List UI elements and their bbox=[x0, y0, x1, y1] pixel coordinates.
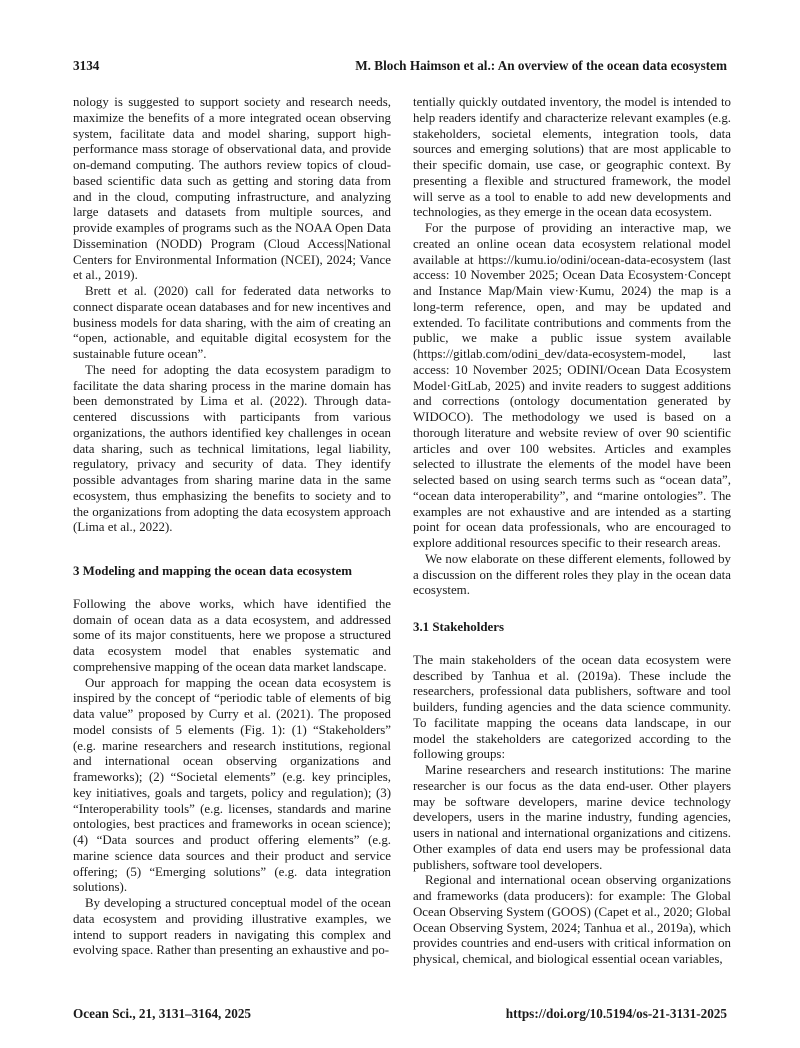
paragraph: For the purpose of providing an interactive map, we created an online ocean data ecosystem relational model available at https://kumu.io/odini/ocean-data-ecosystem (last access: 10 November 2025; Ocean Data Ecosystem·Concept and Instance Map/Main view·Kumu, 2024) the map is a long-term reference, open, and may be updated and extended. To facilitate contributions and comments from the public, we make a public issue system available (https://gitlab.com/odini_dev/data-ecosystem-model, last access: 10 November 2025; ODINI/Ocean Data Ecosystem Model·GitLab, 2025) and invite readers to suggest additions and corrections (ontology documentation generated by WIDOCO). The methodology we used is based on a thorough literature and website review of over 90 scientific articles and over 100 websites. Articles and examples selected to illustrate the elements of the model have been selected based on using search terms such as “ocean data”, “ocean data interoperability”, and “marine ontologies”. The examples are not exhaustive and are intended as a starting point for ocean data professionals, who are encouraged to explore additional resources specific to their research areas. bbox=[413, 221, 731, 550]
paragraph: We now elaborate on these different elements, followed by a discussion on the different roles they play in the ocean data ecosystem. bbox=[413, 551, 731, 598]
right-column bbox=[413, 95, 731, 968]
section-heading: 3 Modeling and mapping the ocean data ecosystem bbox=[73, 564, 352, 578]
paragraph: The need for adopting the data ecosystem paradigm to facilitate the data sharing process in the marine domain has been demonstrated by Lima et al. (2022). Through data-centered discussions with participants from various organizations, the authors identified key challenges in ocean data sharing, such as technical limitations, legal liability, regulatory, privacy and security of data. They identify possible advantages from sharing marine data in the same ecosystem, thus emphasizing the benefits to society and to the organizations from adopting the data ecosystem approach (Lima et al., 2022). bbox=[73, 362, 391, 535]
running-title: M. Bloch Haimson et al.: An overview of the ocean data ecosystem bbox=[355, 58, 727, 73]
paragraph: Regional and international ocean observing organizations and frameworks (data producers): for example: The Global Ocean Observing System (GOOS) (Capet et al., 2020; Global Ocean Observing System, 2024; Tanhua et al., 2019a), which provides countries and end-users with critical information on physical, chemical, and biological essential ocean variables, bbox=[413, 873, 731, 966]
doi-link[interactable]: https://doi.org/10.5194/os-21-3131-2025 bbox=[505, 1006, 727, 1021]
page-footer bbox=[73, 1006, 727, 1024]
paragraph: The main stakeholders of the ocean data ecosystem were described by Tanhua et al. (2019a). These include the researchers, professional data publishers, software and tool builders, funding agencies and the data science community. To facilitate mapping the oceans data landscape, in our model the stakeholders are categorized according to the following groups: bbox=[413, 652, 731, 762]
paragraph: Marine researchers and research institutions: The marine researcher is our focus as the data end-user. Other players may be software developers, marine device technology developers, users in the marine industry, funding agencies, users in national and international organizations and citizens. Other examples of data end users may be professional data publishers, software tool developers. bbox=[413, 763, 731, 872]
page-number: 3134 bbox=[73, 58, 100, 73]
paragraph: Brett et al. (2020) call for federated data networks to connect disparate ocean databases and for new incentives and business models for data sharing, with the aim of creating an “open, actionable, and equitable digital ecosystem for the sustainable future ocean”. bbox=[73, 284, 391, 361]
page-header bbox=[73, 58, 727, 76]
paragraph: Following the above works, which have identified the domain of ocean data as a data ecosystem, and addressed some of its major constituents, here we propose a structured data ecosystem model that enables systematic and comprehensive mapping of the ocean data market landscape. bbox=[73, 596, 391, 674]
paragraph: tentially quickly outdated inventory, the model is intended to help readers identify and characterize relevant examples (e.g. stakeholders, societal elements, integration tools, data sources and emerging solutions) that are most applicable to their specific domain, use case, or geographic context. By presenting a flexible and structured framework, the model will serve as a tool to enable to add new developments and technologies, as they emerge in the ocean data ecosystem. bbox=[413, 95, 731, 220]
paragraph: Our approach for mapping the ocean data ecosystem is inspired by the concept of “periodic table of elements of big data value” proposed by Curry et al. (2021). The proposed model consists of 5 elements (Fig. 1): (1) “Stakeholders” (e.g. marine researchers and research institutions, regional and international ocean observing organizations and frameworks); (2) “Societal elements” (e.g. key principles, key initiatives, goals and targets, policy and regulation); (3) “Interoperability tools” (e.g. licenses, standards and marine ontologies, best practices and frameworks in ocean science); (4) “Data sources and product offering elements” (e.g. marine science data sources and their product and service offering; (5) “Emerging solutions” (e.g. data integration solutions). bbox=[73, 675, 391, 895]
paragraph: By developing a structured conceptual model of the ocean data ecosystem and providing illustrative examples, we intend to support readers in navigating this complex and evolving space. Rather than presenting an exhaustive and po- bbox=[73, 896, 391, 958]
paragraph: nology is suggested to support society and research needs, maximize the benefits of a more integrated ocean observing system, facilitate data and model sharing, support high-performance mass storage of observational data, and provide on-demand computing. The authors review topics of cloud-based scientific data such as getting and storing data from and in the cloud, computing infrastructure, and analyzing large datasets and datasets from multiple sources, and provide examples of programs such as the NOAA Open Data Dissemination (NODD) Program (Cloud Access|National Centers for Environmental Information (NCEI), 2024; Vance et al., 2019). bbox=[73, 95, 391, 283]
subsection-heading: 3.1 Stakeholders bbox=[413, 620, 504, 634]
journal-citation: Ocean Sci., 21, 3131–3164, 2025 bbox=[73, 1006, 252, 1021]
left-column bbox=[73, 95, 391, 959]
